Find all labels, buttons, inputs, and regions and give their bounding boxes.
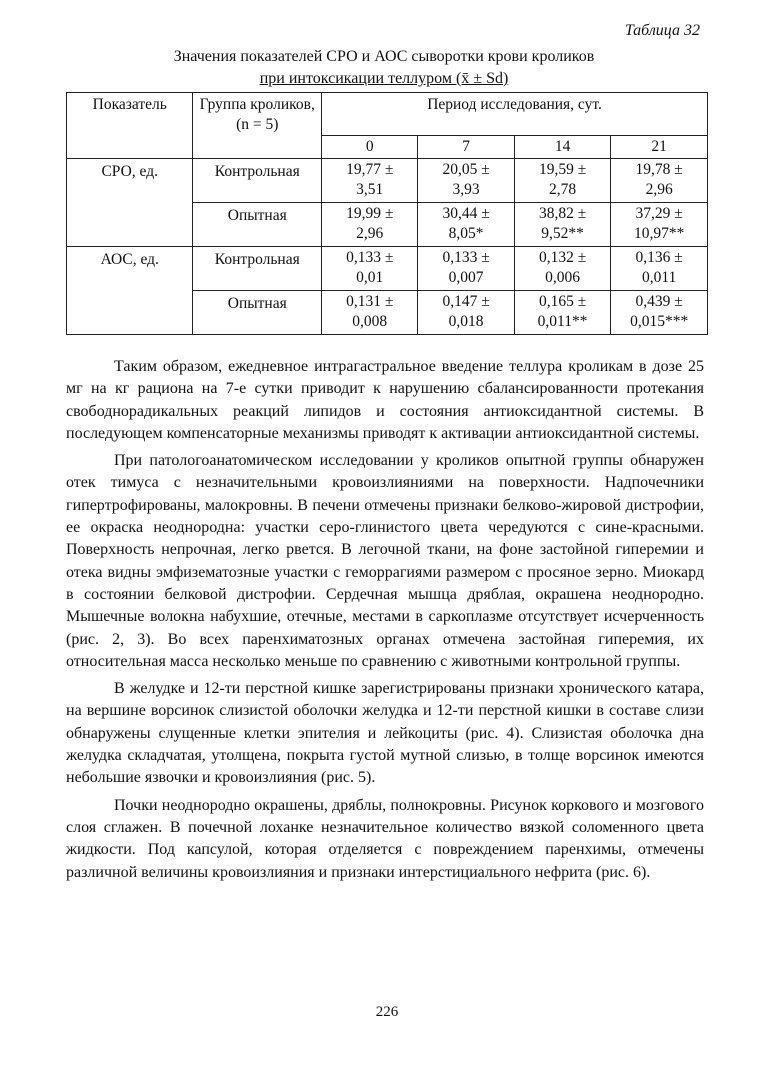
caption-line-1: Значения показателей СРО и АОС сыворотки крови кроликов [173, 48, 595, 65]
table-cell [611, 203, 708, 247]
cell-mean: 0,165 ± [538, 293, 587, 310]
table-cell [418, 203, 514, 247]
header-indicator: Показатель [67, 93, 193, 159]
table-cell [322, 203, 418, 247]
cell-sd: 9,52** [541, 225, 584, 242]
table-row [67, 159, 708, 203]
cell-mean: 30,44 ± [442, 205, 490, 222]
table-cell [611, 247, 708, 291]
cell-sd: 2,96 [645, 181, 673, 198]
cell-sd: 10,97** [633, 225, 685, 242]
table-row [67, 247, 708, 291]
table-cell [322, 247, 418, 291]
cell-sd: 2,96 [356, 225, 384, 242]
cell-mean: 0,147 ± [442, 293, 490, 310]
paragraph: При патологоанатомическом исследовании у кроликов опытной группы обнаружен отек тимуса с незначительными кровоизлияниями на поверхности. Надпочечники гипертрофированы, малокровны. В печени отмечены признаки белково-жировой дистрофии, ее окраска неоднородна: участки серо-глинистого цвета чередуются с сине-красными. Поверхность непрочная, легко рвется. В легочной ткани, на фоне застойной гиперемии и отека видны эмфизематозные участки с геморрагиями размером с просяное зерно. Миокард в состоянии белковой дистрофии. Сердечная мышца дряблая, окрашена неоднородно. Мышечные волокна набухшие, отечные, местами в саркоплазме отсутствует исчерченность (рис. 2, 3). Во всех паренхиматозных органах отмечена застойная гиперемия, их относительная масса несколько меньше по сравнению с животными контрольной группы. [66, 452, 704, 670]
row-group: Контрольная [193, 247, 322, 291]
row-group: Опытная [193, 203, 322, 247]
cell-sd: 0,007 [448, 269, 484, 286]
cell-mean: 0,136 ± [635, 249, 683, 266]
cell-sd: 2,78 [549, 181, 577, 198]
row-group: Опытная [193, 291, 322, 335]
table-header-row [67, 93, 708, 136]
cell-mean: 0,131 ± [346, 293, 394, 310]
caption-line-2-text: при интоксикации теллуром (x̄ ± Sd) [259, 70, 509, 87]
header-period: Период исследования, сут. [322, 93, 708, 136]
cell-mean: 0,439 ± [635, 293, 683, 310]
table-cell [514, 247, 611, 291]
cell-sd: 0,018 [448, 313, 484, 330]
table-cell [322, 291, 418, 335]
table-cell [418, 159, 514, 203]
cell-mean: 19,59 ± [538, 161, 587, 178]
table-cell [514, 159, 611, 203]
cell-mean: 37,29 ± [635, 205, 683, 222]
header-day: 0 [322, 136, 418, 159]
caption-line-2 [66, 68, 702, 90]
header-group: Группа кроликов, (n = 5) [193, 93, 322, 159]
cell-sd: 0,011** [537, 313, 588, 330]
row-indicator: СРО, ед. [67, 159, 193, 247]
cell-mean: 20,05 ± [442, 161, 490, 178]
cell-mean: 0,132 ± [538, 249, 587, 266]
cell-sd: 3,93 [452, 181, 480, 198]
cell-sd: 0,015*** [630, 313, 689, 330]
cell-sd: 8,05* [448, 225, 484, 242]
table-cell [514, 291, 611, 335]
paragraph: В желудке и 12-ти перстной кишке зарегистрированы признаки хронического катара, на вершине ворсинок слизистой оболочки желудка и 12-ти перстной кишки в составе слизи обнаружены слущенные клетки эпителия и лейкоциты (рис. 4). Слизистая оболочка дна желудка складчатая, утолщена, покрыта густой мутной слизью, в толще ворсинок имеются небольшие язвочки и кровоизлияния (рис. 5). [66, 680, 704, 787]
table-label: Таблица 32 [624, 22, 700, 39]
table-cell [611, 159, 708, 203]
cell-mean: 19,78 ± [635, 161, 683, 178]
cell-sd: 3,51 [356, 181, 384, 198]
cell-mean: 19,77 ± [346, 161, 394, 178]
data-table [66, 92, 708, 335]
paragraph: Таким образом, ежедневное интрагастральное введение теллура кроликам в дозе 25 мг на кг рациона на 7-е сутки приводит к нарушению сбалансированности протекания свободнорадикальных реакций липидов и состояния антиоксидантной системы. В последующем компенсаторные механизмы приводят к активации антиоксидантной системы. [66, 358, 704, 442]
paragraph: Почки неоднородно окрашены, дряблы, полнокровны. Рисунок коркового и мозгового слоя сглажен. В почечной лоханке незначительное количество вязкой соломенного цвета жидкости. Под капсулой, которая отделяется с повреждением паренхимы, отмечены различной величины кровоизлияния и признаки интерстициального нефрита (рис. 6). [66, 796, 704, 881]
table-cell [611, 291, 708, 335]
cell-mean: 38,82 ± [538, 205, 587, 222]
header-day: 21 [611, 136, 708, 159]
row-group: Контрольная [193, 159, 322, 203]
cell-mean: 19,99 ± [346, 205, 394, 222]
header-day: 14 [514, 136, 611, 159]
header-day: 7 [418, 136, 514, 159]
cell-mean: 0,133 ± [442, 249, 490, 266]
table-cell [322, 159, 418, 203]
table-caption [66, 46, 702, 90]
page-number: 226 [375, 1004, 399, 1020]
table-cell [514, 203, 611, 247]
row-indicator: АОС, ед. [67, 247, 193, 335]
cell-sd: 0,011 [642, 269, 677, 286]
table-cell [418, 291, 514, 335]
cell-mean: 0,133 ± [346, 249, 394, 266]
cell-sd: 0,008 [352, 313, 388, 330]
body-text [66, 356, 704, 889]
table-cell [418, 247, 514, 291]
cell-sd: 0,01 [356, 269, 384, 286]
cell-sd: 0,006 [545, 269, 581, 286]
